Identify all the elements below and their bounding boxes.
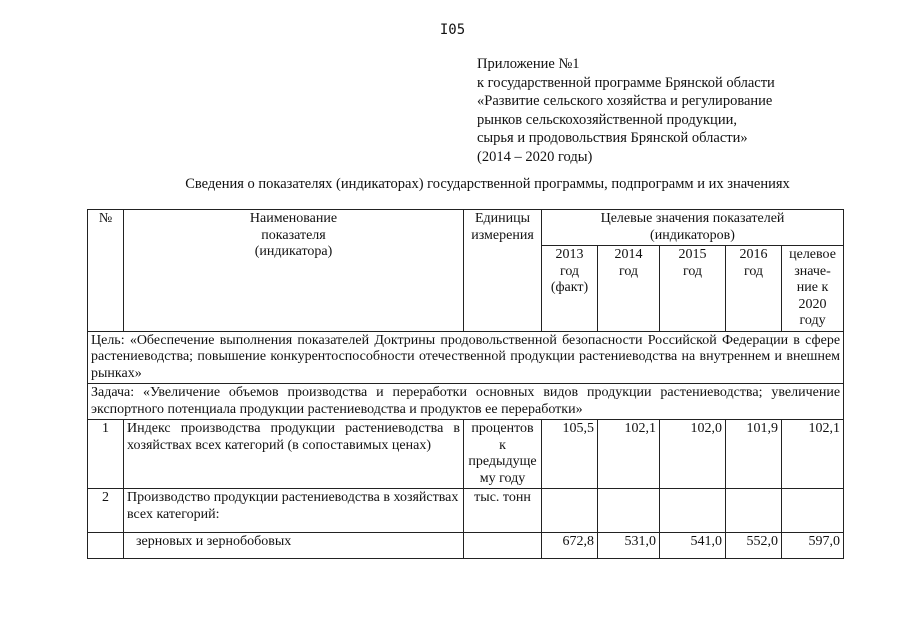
year-line: 2014 <box>614 247 643 262</box>
year-line: году <box>799 313 826 328</box>
goal-text: Цель: «Обеспечение выполнения показателей Доктрины продовольственной безопасности Российской Федерации в сфере растениеводства; повышение конкурентоспособности отечественной продукции растениеводства на внутреннем и внешнем рынках» <box>88 331 844 384</box>
header-name-line: показателя <box>261 227 326 243</box>
unit-line: предыдуще <box>468 454 537 469</box>
header-row <box>88 210 844 246</box>
year-line: (факт) <box>550 280 589 295</box>
table-row <box>88 533 844 559</box>
row-value-2013: 105,5 <box>542 420 598 489</box>
page-number: I05 <box>439 22 466 38</box>
header-name-line: (индикатора) <box>254 244 333 259</box>
year-line: год <box>559 263 580 279</box>
row-name: Индекс производства продукции растениеводства в хозяйствах всех категорий (в сопоставимых ценах) <box>124 420 464 489</box>
header-units-line: Единицы <box>474 211 531 226</box>
year-line: год <box>743 263 764 279</box>
header-name <box>124 210 464 332</box>
row-value-target: 597,0 <box>782 533 844 559</box>
row-value-2016 <box>726 489 782 533</box>
table-row <box>88 420 844 489</box>
header-year-2013 <box>542 246 598 332</box>
header-year-target <box>782 246 844 332</box>
row-value-2014: 102,1 <box>598 420 660 489</box>
year-line: 2015 <box>678 247 707 262</box>
header-year-2015 <box>660 246 726 332</box>
year-line: 2016 <box>739 247 768 262</box>
appendix-line: (2014 – 2020 годы) <box>477 148 593 165</box>
year-line: ние к <box>796 280 829 295</box>
row-value-2013 <box>542 489 598 533</box>
table-row <box>88 489 844 533</box>
appendix-line: сырья и продовольствия Брянской области» <box>477 130 748 147</box>
row-value-target: 102,1 <box>782 420 844 489</box>
row-num: 1 <box>88 420 124 489</box>
appendix-line: «Развитие сельского хозяйства и регулирование <box>477 93 773 110</box>
year-line: год <box>618 263 639 279</box>
unit-line: тыс. тонн <box>474 490 531 505</box>
row-value-2013: 672,8 <box>542 533 598 559</box>
row-value-2015: 541,0 <box>660 533 726 559</box>
row-value-2016: 101,9 <box>726 420 782 489</box>
goal-row <box>88 331 844 384</box>
header-year-2016 <box>726 246 782 332</box>
year-line: целевое <box>789 247 836 262</box>
appendix-line: рынков сельскохозяйственной продукции, <box>477 111 737 128</box>
appendix-line: Приложение №1 <box>477 56 580 72</box>
row-name: зерновых и зернобобовых <box>124 533 464 559</box>
unit-line: процентов <box>471 421 534 436</box>
task-text: Задача: «Увеличение объемов производства и переработки основных видов продукции растениеводства; увеличение экспортного потенциала продукции растениеводства и продуктов ее переработки» <box>88 384 844 420</box>
task-row <box>88 384 844 420</box>
row-value-2014 <box>598 489 660 533</box>
header-num: № <box>88 210 124 332</box>
row-value-2015 <box>660 489 726 533</box>
header-name-line: Наименование <box>249 211 338 226</box>
row-unit <box>464 420 542 489</box>
year-line: 2020 <box>798 296 827 312</box>
row-num: 2 <box>88 489 124 533</box>
row-value-target <box>782 489 844 533</box>
header-targets <box>542 210 844 246</box>
row-unit <box>464 533 542 559</box>
appendix-header <box>477 55 807 167</box>
appendix-line: к государственной программе Брянской области <box>477 74 775 91</box>
unit-line: му году <box>479 470 526 486</box>
row-name: Производство продукции растениеводства в хозяйствах всех категорий: <box>124 489 464 533</box>
indicators-table <box>87 209 844 559</box>
year-line: год <box>682 263 703 279</box>
header-units <box>464 210 542 332</box>
row-num <box>88 533 124 559</box>
header-targets-line: Целевые значения показателей <box>600 211 785 226</box>
year-line: 2013 <box>555 247 584 262</box>
row-value-2014: 531,0 <box>598 533 660 559</box>
row-unit <box>464 489 542 533</box>
document-title: Сведения о показателях (индикаторах) государственной программы, подпрограмм и их значениях <box>185 176 790 192</box>
row-value-2016: 552,0 <box>726 533 782 559</box>
unit-line: к <box>499 437 506 453</box>
row-value-2015: 102,0 <box>660 420 726 489</box>
year-line: значе- <box>794 263 831 279</box>
header-units-line: измерения <box>471 227 534 243</box>
header-year-2014 <box>598 246 660 332</box>
header-targets-line: (индикаторов) <box>650 227 735 243</box>
